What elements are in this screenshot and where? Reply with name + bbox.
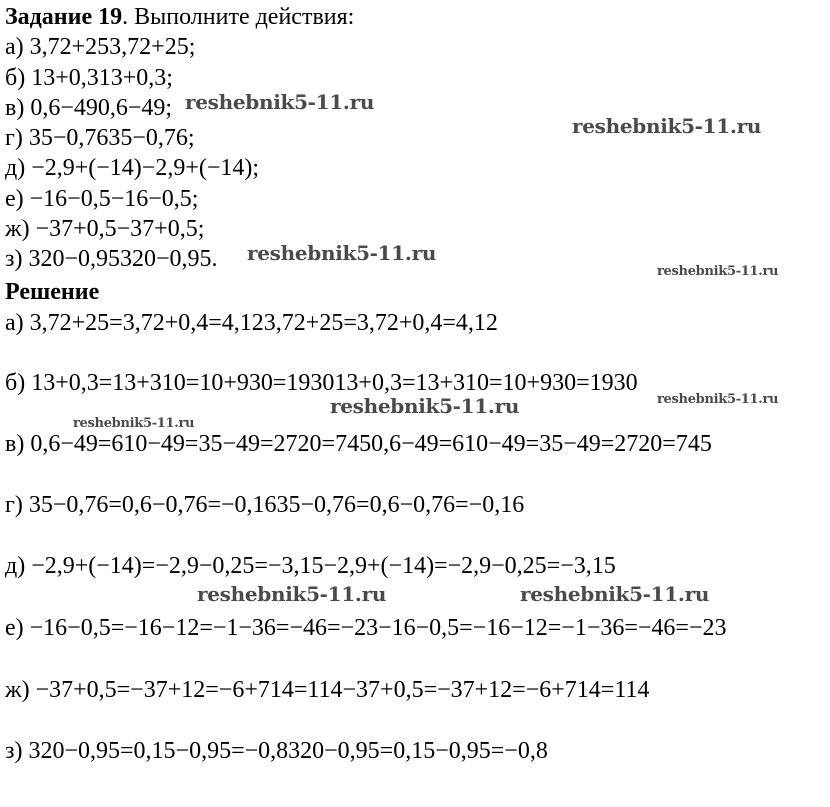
watermark: reshebnik5-11.ru bbox=[247, 241, 437, 265]
task-title-number: Задание 19 bbox=[5, 4, 123, 30]
task-item-g: г) 35−0,7635−0,76; bbox=[5, 125, 195, 151]
solution-line-g: г) 35−0,76=0,6−0,76=−0,1635−0,76=0,6−0,76=−0,16 bbox=[5, 492, 525, 518]
watermark: reshebnik5-11.ru bbox=[185, 90, 375, 114]
solution-heading: Решение bbox=[5, 279, 100, 305]
task-title bbox=[5, 2, 354, 32]
task-item-v: в) 0,6−490,6−49; bbox=[5, 95, 173, 121]
task-title-text: . Выполните действия: bbox=[122, 4, 355, 30]
watermark: reshebnik5-11.ru bbox=[73, 416, 195, 431]
watermark: reshebnik5-11.ru bbox=[572, 114, 762, 138]
solution-line-a: а) 3,72+25=3,72+0,4=4,123,72+25=3,72+0,4=4,12 bbox=[5, 310, 498, 336]
watermark: reshebnik5-11.ru bbox=[657, 392, 779, 407]
solution-line-e: е) −16−0,5=−16−12=−1−36=−46=−23−16−0,5=−16−12=−1−36=−46=−23 bbox=[5, 615, 727, 641]
task-item-zh: ж) −37+0,5−37+0,5; bbox=[5, 216, 205, 242]
task-item-d: д) −2,9+(−14)−2,9+(−14); bbox=[5, 155, 260, 181]
watermark: reshebnik5-11.ru bbox=[197, 582, 387, 606]
watermark: reshebnik5-11.ru bbox=[657, 264, 779, 279]
task-item-b: б) 13+0,313+0,3; bbox=[5, 65, 173, 91]
solution-line-z: з) 320−0,95=0,15−0,95=−0,8320−0,95=0,15−0,95=−0,8 bbox=[5, 738, 548, 764]
solution-line-zh: ж) −37+0,5=−37+12=−6+714=114−37+0,5=−37+12=−6+714=114 bbox=[5, 677, 650, 703]
watermark: reshebnik5-11.ru bbox=[330, 394, 520, 418]
solution-line-v: в) 0,6−49=610−49=35−49=2720=7450,6−49=610−49=35−49=2720=745 bbox=[5, 431, 712, 457]
watermark: reshebnik5-11.ru bbox=[520, 582, 710, 606]
task-item-e: е) −16−0,5−16−0,5; bbox=[5, 186, 199, 212]
task-item-a: а) 3,72+253,72+25; bbox=[5, 34, 196, 60]
solution-line-d: д) −2,9+(−14)=−2,9−0,25=−3,15−2,9+(−14)=−2,9−0,25=−3,15 bbox=[5, 553, 616, 579]
solution-line-b: б) 13+0,3=13+310=10+930=193013+0,3=13+310=10+930=1930 bbox=[5, 370, 638, 396]
task-item-z: з) 320−0,95320−0,95. bbox=[5, 246, 218, 272]
